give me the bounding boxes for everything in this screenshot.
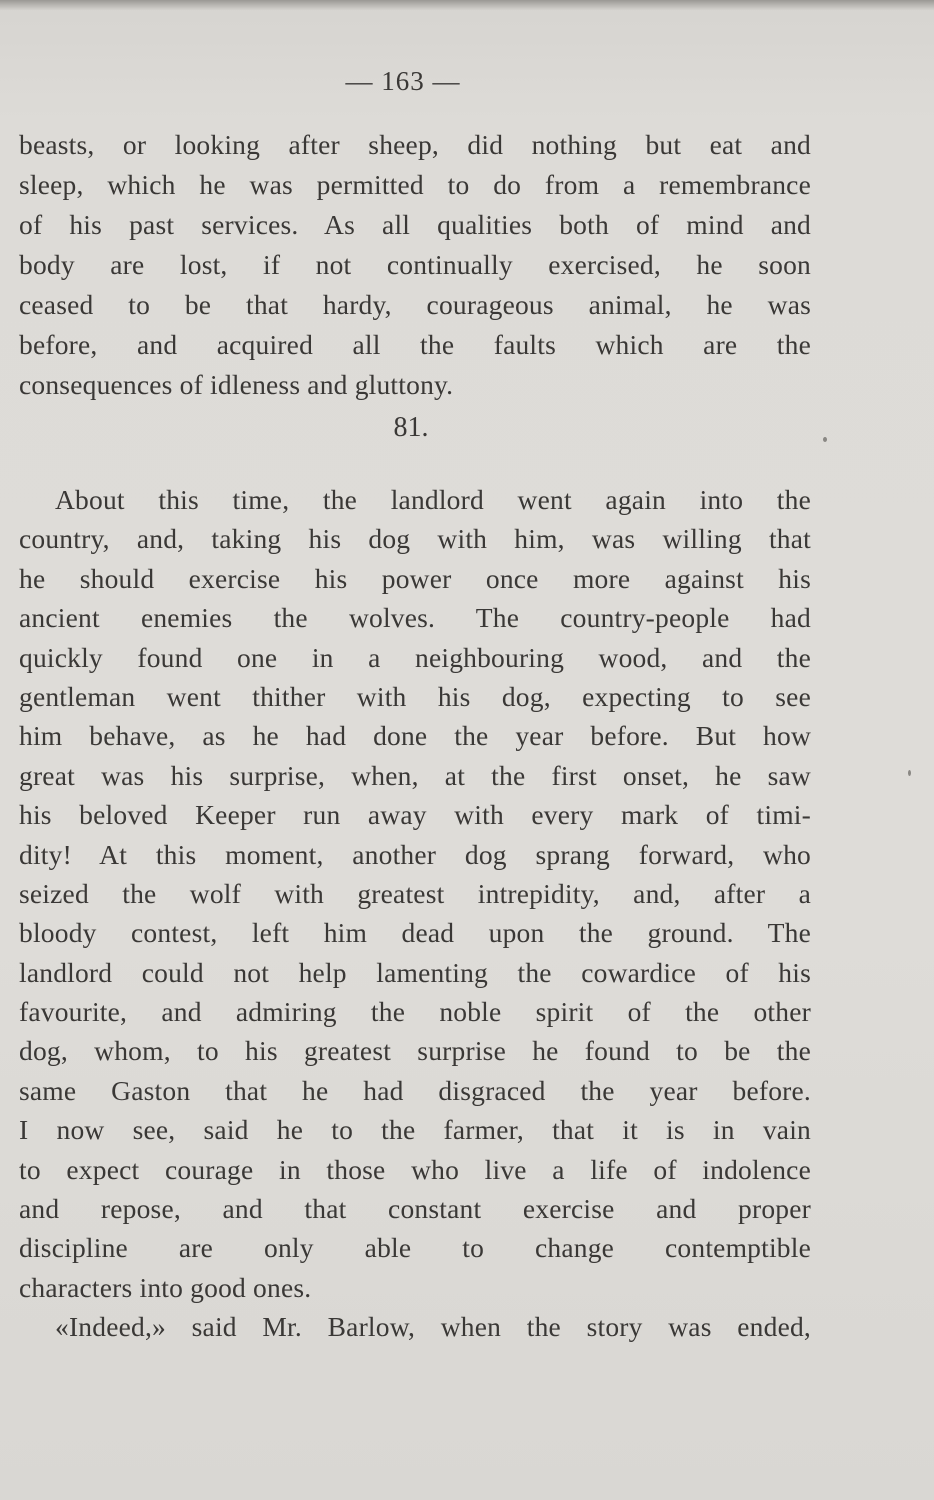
text-line: seized the wolf with greatest intrepidity, and, after a: [19, 877, 811, 909]
text-line: «Indeed,» said Mr. Barlow, when the story was ended,: [55, 1311, 811, 1343]
text-line: of his past services. As all qualities both of mind and: [19, 209, 811, 240]
text-line: dity! At this moment, another dog sprang forward, who: [19, 838, 811, 870]
text-line: same Gaston that he had disgraced the year before.: [19, 1074, 811, 1106]
text-line: dog, whom, to his greatest surprise he found to be the: [19, 1035, 811, 1067]
text-line: ceased to be that hardy, courageous animal, he was: [19, 289, 811, 320]
text-line: beasts, or looking after sheep, did nothing but eat and: [19, 129, 811, 160]
text-line: characters into good ones.: [19, 1271, 312, 1303]
text-line: great was his surprise, when, at the first onset, he saw: [19, 759, 811, 791]
text-line: him behave, as he had done the year before. But how: [19, 720, 811, 752]
text-line: discipline are only able to change contemptible: [19, 1232, 811, 1264]
text-line: favourite, and admiring the noble spirit of the other: [19, 996, 811, 1028]
text-line: I now see, said he to the farmer, that it is in vain: [19, 1114, 811, 1146]
story-paragraph: [19, 480, 811, 1347]
text-line: his beloved Keeper run away with every mark of timi-: [19, 799, 811, 831]
text-line: consequences of idleness and gluttony.: [19, 369, 454, 400]
text-line: sleep, which he was permitted to do from a remembrance: [19, 169, 811, 200]
text-line: he should exercise his power once more against his: [19, 562, 811, 594]
text-line: ancient enemies the wolves. The country-people had: [19, 602, 811, 634]
paper-speck: [908, 770, 911, 776]
paper-speck: [823, 437, 827, 442]
text-line: landlord could not help lamenting the cowardice of his: [19, 956, 811, 988]
text-line: to expect courage in those who live a life of indolence: [19, 1153, 811, 1185]
text-line: before, and acquired all the faults which are the: [19, 329, 811, 360]
text-line: bloody contest, left him dead upon the ground. The: [19, 917, 811, 949]
text-line: country, and, taking his dog with him, was willing that: [19, 523, 811, 555]
page-number: — 163 —: [345, 66, 461, 96]
text-line: quickly found one in a neighbouring wood, and the: [19, 641, 811, 673]
text-line: About this time, the landlord went again into the: [55, 484, 811, 515]
text-line: and repose, and that constant exercise and proper: [19, 1193, 811, 1225]
page-top-edge: [0, 0, 934, 10]
paragraph-continued: [19, 125, 811, 405]
text-line: body are lost, if not continually exercised, he soon: [19, 249, 811, 280]
text-line: gentleman went thither with his dog, expecting to see: [19, 680, 811, 712]
section-number: 81.: [393, 412, 429, 443]
